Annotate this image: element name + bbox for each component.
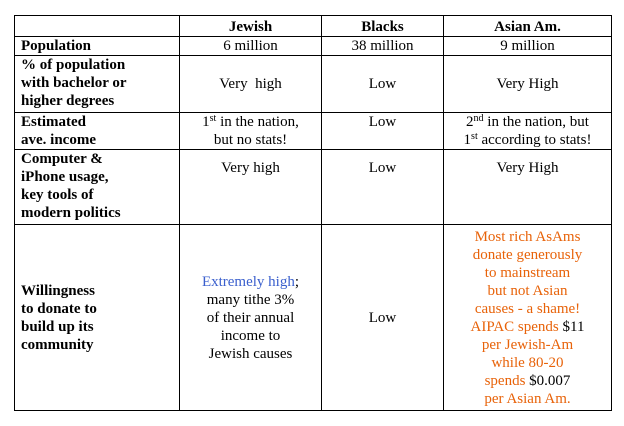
- row-label-donate-line1: Willingness: [21, 282, 95, 299]
- cell-donate-asian-line9: per Asian Am.: [484, 390, 571, 407]
- cell-donate-jewish: [180, 225, 322, 411]
- row-label-computer-line2: iPhone usage,: [21, 169, 109, 185]
- row-label-donate: [15, 225, 180, 411]
- table-row-computer: [15, 150, 612, 225]
- row-label-donate-line4: community: [21, 336, 94, 353]
- header-row: [15, 16, 612, 37]
- cell-donate-asian-line8: spends: [484, 372, 530, 389]
- cell-donate-asian-amount2: $0.007: [529, 372, 571, 389]
- header-empty: [15, 16, 180, 37]
- row-label-income-line2: ave. income: [21, 132, 96, 148]
- cell-computer-asian: Very High: [444, 150, 612, 225]
- cell-computer-jewish: Very high: [180, 150, 322, 225]
- cell-donate-asian-line2: to mainstream: [484, 264, 571, 281]
- row-label-computer-line3: key tools of: [21, 187, 94, 203]
- row-label-computer-line1: Computer &: [21, 151, 103, 167]
- cell-donate-asian-line1: donate generously: [472, 246, 583, 263]
- cell-donate-asian-line6: per Jewish-Am: [481, 336, 574, 353]
- cell-income-asian-line1: in the nation, but: [483, 114, 589, 130]
- cell-income-asian-rank-sup: nd: [473, 113, 484, 124]
- row-label-income: [15, 113, 180, 150]
- cell-donate-asian-line4: causes - a shame!: [474, 300, 581, 317]
- cell-donate-jewish-line3: income to: [220, 327, 281, 344]
- header-asian: Asian Am.: [444, 16, 612, 37]
- cell-population-blacks: 38 million: [322, 37, 444, 56]
- cell-income-jewish-rank-sup: st: [209, 113, 217, 124]
- cell-income-asian-rank: 2: [466, 114, 474, 130]
- row-label-donate-line2: to donate to: [21, 300, 97, 317]
- row-label-income-line1: Estimated: [21, 114, 86, 130]
- cell-population-jewish: 6 million: [180, 37, 322, 56]
- cell-bachelor-blacks: Low: [322, 56, 444, 113]
- cell-donate-asian-line0: Most rich AsAms: [474, 228, 581, 245]
- comparison-table: [14, 15, 612, 411]
- row-label-donate-line3: build up its: [21, 318, 94, 335]
- cell-income-asian-rank2-sup: st: [471, 131, 478, 142]
- row-label-computer-line4: modern politics: [21, 205, 121, 221]
- cell-bachelor-jewish-text: Very high: [219, 76, 282, 92]
- cell-donate-blacks: Low: [322, 225, 444, 411]
- row-label-bachelor-line3: higher degrees: [21, 93, 115, 109]
- cell-bachelor-asian: Very High: [444, 56, 612, 113]
- cell-income-jewish-line2: but no stats!: [213, 132, 288, 148]
- row-label-bachelor-line2: with bachelor or: [21, 75, 127, 91]
- row-label-computer: [15, 150, 180, 225]
- cell-income-asian-rank2: 1: [463, 132, 472, 148]
- cell-income-blacks: Low: [322, 113, 444, 150]
- cell-income-asian: [444, 113, 612, 150]
- cell-computer-blacks: Low: [322, 150, 444, 225]
- cell-donate-jewish-line0: ;: [294, 273, 300, 290]
- cell-income-jewish-line1: in the nation,: [216, 114, 299, 130]
- cell-donate-asian-line7: while 80-20: [491, 354, 564, 371]
- cell-donate-asian: [444, 225, 612, 411]
- row-label-population: Population: [15, 37, 180, 56]
- cell-income-jewish: [180, 113, 322, 150]
- cell-income-jewish-rank: 1: [202, 114, 210, 130]
- row-label-bachelor-line1: % of population: [21, 57, 126, 73]
- cell-donate-asian-line3: but not Asian: [487, 282, 568, 299]
- cell-donate-jewish-line2: of their annual: [206, 309, 295, 326]
- cell-donate-jewish-highlight: Extremely high: [201, 273, 295, 290]
- row-label-bachelor: [15, 56, 180, 113]
- cell-population-asian: 9 million: [444, 37, 612, 56]
- table-row-income: [15, 113, 612, 150]
- cell-donate-jewish-line1: many tithe 3%: [206, 291, 295, 308]
- table-row-donate: [15, 225, 612, 411]
- table-row-population: [15, 37, 612, 56]
- cell-bachelor-jewish: [180, 56, 322, 113]
- table-row-bachelor: [15, 56, 612, 113]
- cell-donate-asian-amount1: $11: [562, 318, 585, 335]
- cell-donate-asian-line5: AIPAC spends: [470, 318, 563, 335]
- header-jewish: Jewish: [180, 16, 322, 37]
- cell-donate-jewish-line4: Jewish causes: [208, 345, 293, 362]
- header-blacks: Blacks: [322, 16, 444, 37]
- cell-income-asian-line2: according to stats!: [477, 132, 592, 148]
